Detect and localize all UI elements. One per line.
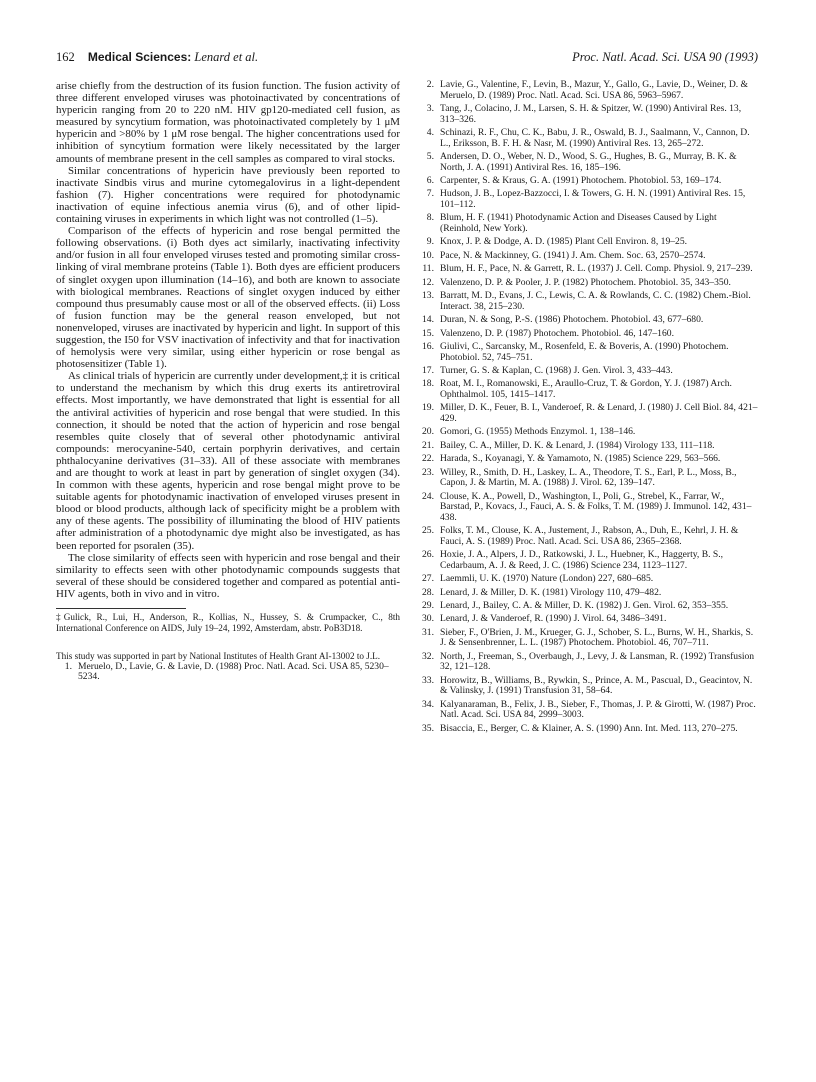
reference-item	[418, 614, 758, 625]
funding-statement: This study was supported in part by National Institutes of Health Grant AI-13002 to J.L.	[56, 651, 381, 662]
reference-item	[418, 264, 758, 275]
reference-text: Tang, J., Colacino, J. M., Larsen, S. H. & Spitzer, W. (1990) Antiviral Res. 13, 313–326.	[440, 102, 742, 125]
reference-text: Valenzeno, D. P. & Pooler, J. P. (1982) Photochem. Photobiol. 35, 343–350.	[440, 276, 731, 288]
reference-item	[418, 128, 758, 149]
reference-item	[418, 492, 758, 524]
section-title: Medical Sciences:	[87, 50, 192, 64]
reference-item	[418, 588, 758, 599]
reference-text: Hoxie, J. A., Alpers, J. D., Ratkowski, J. L., Huebner, K., Haggerty, B. S., Cedarbaum, A. J. & Reed, J. C. (1986) Science 234, 1123–1127.	[440, 549, 724, 571]
reference-number: 20.	[422, 426, 434, 438]
reference-number: 7.	[426, 188, 434, 200]
reference-number: 11.	[422, 263, 434, 275]
reference-number: 24.	[422, 490, 434, 502]
reference-number: 22.	[422, 453, 434, 465]
reference-item	[418, 237, 758, 248]
reference-number: 25.	[422, 525, 434, 537]
reference-number: 21.	[422, 439, 434, 451]
reference-text: Folks, T. M., Clouse, K. A., Justement, J., Rabson, A., Duh, E., Kehrl, J. H. & Fauci, A. S. (1989) Proc. Natl. Acad. Sci. USA 86, 2365–2368.	[440, 525, 739, 547]
reference-item	[418, 601, 758, 612]
reference-item	[56, 662, 400, 683]
footnote: ‡Gulick, R., Lui, H., Anderson, R., Kollias, N., Hussey, S. & Crumpacker, C., 8th International Conference on AIDS, July 19–24, 1992, Amsterdam, abstr. PoB3D18.	[56, 612, 400, 633]
reference-number: 13.	[422, 290, 434, 302]
reference-text: Willey, R., Smith, D. H., Laskey, L. A., Theodore, T. S., Earl, P. L., Moss, B., Capon, J. & Martin, M. A. (1988) J. Virol. 62, 139–147.	[440, 466, 737, 489]
reference-text: Turner, G. S. & Kaplan, C. (1968) J. Gen. Virol. 3, 433–443.	[440, 364, 673, 376]
reference-item	[418, 468, 758, 489]
reference-item	[418, 628, 758, 649]
reference-item	[418, 652, 758, 673]
reference-text: Schinazi, R. F., Chu, C. K., Babu, J. R., Oswald, B. J., Saalmann, V., Cannon, D. L., Eriksson, B. F. H. & Nasr, M. (1990) Antiviral Res. 13, 265–272.	[440, 126, 750, 149]
reference-number: 12.	[422, 276, 434, 288]
reference-number: 6.	[426, 174, 434, 186]
reference-text: Sieber, F., O'Brien, J. M., Krueger, G. J., Schober, S. L., Burns, W. H., Sharkis, S. J. & Sensenbrenner, L. L. (1987) Photochem. Photobiol. 46, 707–711.	[440, 626, 754, 649]
reference-item	[418, 676, 758, 697]
reference-number: 9.	[426, 236, 434, 248]
paragraph: Similar concentrations of hypericin have previously been reported to inactivate Sindbis virus and murine cytomegalovirus in a light-dependent fashion (7). Higher concentrations were required for photodynamic inactivation of equine infectious anemia virus (6), and of other lipid-containing viruses in experiments in which light was not controlled (1–5).	[56, 164, 400, 226]
reference-number: 33.	[422, 674, 434, 686]
reference-number: 14.	[422, 314, 434, 326]
reference-number: 26.	[422, 549, 434, 561]
reference-item	[418, 700, 758, 721]
reference-text: Horowitz, B., Williams, B., Rywkin, S., Prince, A. M., Pascual, D., Geacintov, N. & Valinsky, J. (1991) Transfusion 31, 58–64.	[440, 674, 753, 697]
reference-text: Giulivi, C., Sarcansky, M., Rosenfeld, E. & Boveris, A. (1990) Photochem. Photobiol. 52, 745–751.	[440, 340, 729, 363]
reference-text: Blum, H. F. (1941) Photodynamic Action and Diseases Caused by Light (Reinhold, New York).	[440, 212, 717, 234]
reference-item	[418, 176, 758, 187]
reference-item	[418, 403, 758, 424]
paragraph: arise chiefly from the destruction of its fusion function. The fusion activity of three different enveloped viruses was photoinactivated by concentrations of hypericin ranging from 20 to 220 nM. HIV gp120-mediated cell fusion, as measured by syncytium formation, was photoinactivated completely by 1 μM hypericin and >80% by 1 μM rose bengal. The higher concentrations used for inhibition of syncytium formation were likely necessitated by the larger amounts of membrane present in the cell samples as compared to viral stocks.	[56, 80, 400, 165]
reference-item	[418, 80, 758, 101]
reference-item	[418, 550, 758, 571]
reference-item	[418, 342, 758, 363]
reference-text: Andersen, D. O., Weber, N. D., Wood, S. G., Hughes, B. G., Murray, B. K. & North, J. A. (1991) Antiviral Res. 16, 185–196.	[440, 150, 737, 173]
reference-text: Lenard, J. & Miller, D. K. (1981) Virology 110, 479–482.	[440, 586, 662, 598]
reference-text: Carpenter, S. & Kraus, G. A. (1991) Photochem. Photobiol. 53, 169–174.	[440, 174, 722, 186]
paragraph: As clinical trials of hypericin are currently under development,‡ it is critical to understand the mechanism by which this drug exerts its antiretroviral effects. Most importantly, we have demonstrated that light is essential for all the antiviral activities of hypericin and rose bengal that were studied. In this connection, it should be noted that the action of hypericin and rose bengal resembles quite closely that of several other photodynamic antiviral compounds: merocyanine-540, certain porphyrin derivatives, and certain phthalocyanine derivatives (31–33). All of these associate with membranes and are thought to work at least in part by generation of singlet oxygen (34). In common with these agents, hypericin and rose bengal might prove to be suitable agents for photodynamic inactivation of enveloped viruses present in blood or blood products, although lack of specificity might be a problem with any of these agents. The possibility of illuminating the blood of HIV patients after administration of a photodynamic dye might also be investigated, as has been reported for psoralen (35).	[56, 370, 400, 552]
reference-item	[418, 526, 758, 547]
header-left	[56, 50, 258, 65]
reference-text: Lenard, J., Bailey, C. A. & Miller, D. K. (1982) J. Gen. Virol. 62, 353–355.	[440, 600, 729, 612]
reference-text: North, J., Freeman, S., Overbaugh, J., Levy, J. & Lansman, R. (1992) Transfusion 32, 121–128.	[440, 650, 755, 673]
reference-item	[418, 366, 758, 377]
reference-text: Barratt, M. D., Evans, J. C., Lewis, C. A. & Rowlands, C. C. (1982) Chem.-Biol. Interact. 38, 215–230.	[440, 290, 751, 312]
reference-item	[418, 189, 758, 210]
reference-item	[418, 291, 758, 312]
left-column	[56, 80, 400, 683]
reference-text: Hudson, J. B., Lopez-Bazzocci, I. & Towers, G. H. N. (1991) Antiviral Res. 15, 101–112.	[440, 188, 746, 210]
reference-number: 5.	[426, 150, 434, 162]
reference-number: 3.	[426, 102, 434, 114]
reference-number: 8.	[426, 212, 434, 224]
reference-item	[418, 152, 758, 173]
reference-number: 30.	[422, 613, 434, 625]
reference-number: 19.	[422, 402, 434, 414]
reference-text: Meruelo, D., Lavie, G. & Lavie, D. (1988) Proc. Natl. Acad. Sci. USA 85, 5230–5234.	[78, 660, 389, 683]
reference-text: Clouse, K. A., Powell, D., Washington, I., Poli, G., Strebel, K., Farrar, W., Barstad, P., Kovacs, J., Fauci, A. S. & Folks, T. M. (1989) J. Immunol. 142, 431–438.	[440, 490, 752, 523]
reference-item	[418, 427, 758, 438]
reference-number: 2.	[426, 79, 434, 90]
reference-text: Laemmli, U. K. (1970) Nature (London) 227, 680–685.	[440, 573, 654, 585]
reference-number: 17.	[422, 364, 434, 376]
reference-item	[418, 379, 758, 400]
reference-item	[418, 251, 758, 262]
reference-number: 15.	[422, 327, 434, 339]
reference-item	[418, 278, 758, 289]
reference-text: Lavie, G., Valentine, F., Levin, B., Mazur, Y., Gallo, G., Lavie, D., Weiner, D. & Meruelo, D. (1989) Proc. Natl. Acad. Sci. USA 86, 5963–5967.	[440, 79, 749, 101]
reference-item	[418, 213, 758, 234]
reference-item	[418, 329, 758, 340]
reference-text: Pace, N. & Mackinney, G. (1941) J. Am. Chem. Soc. 63, 2570–2574.	[440, 249, 706, 261]
reference-text: Gomori, G. (1955) Methods Enzymol. 1, 138–146.	[440, 426, 636, 438]
reference-number: 32.	[422, 650, 434, 662]
reference-item	[418, 441, 758, 452]
reference-list-left	[56, 662, 400, 683]
reference-text: Blum, H. F., Pace, N. & Garrett, R. L. (1937) J. Cell. Comp. Physiol. 9, 217–239.	[440, 263, 753, 275]
right-column	[418, 80, 758, 734]
reference-list-right	[418, 80, 758, 734]
reference-number: 23.	[422, 466, 434, 478]
reference-item	[418, 454, 758, 465]
reference-number: 35.	[422, 722, 434, 734]
reference-text: Valenzeno, D. P. (1987) Photochem. Photobiol. 46, 147–160.	[440, 327, 674, 339]
reference-text: Harada, S., Koyanagi, Y. & Yamamoto, N. (1985) Science 229, 563–566.	[440, 453, 721, 465]
reference-item	[418, 724, 758, 735]
footnote-divider	[56, 608, 186, 609]
reference-number: 28.	[422, 586, 434, 598]
reference-number: 4.	[426, 126, 434, 138]
reference-text: Bisaccia, E., Berger, C. & Klainer, A. S. (1990) Ann. Int. Med. 113, 270–275.	[440, 722, 738, 734]
reference-text: Kalyanaraman, B., Felix, J. B., Sieber, F., Thomas, J. P. & Girotti, W. (1987) Proc. Natl. Acad. Sci. USA 84, 2999–3003.	[440, 698, 756, 721]
page-number: 162	[56, 50, 75, 64]
reference-text: Knox, J. P. & Dodge, A. D. (1985) Plant Cell Environ. 8, 19–25.	[440, 236, 688, 248]
paragraph: Comparison of the effects of hypericin and rose bengal permitted the following observations. (i) Both dyes act similarly, inactivating infectivity and/or fusion in all four enveloped viruses tested and promoting similar cross-linking of viral membrane proteins (Table 1). Both dyes are efficient producers of singlet oxygen upon illumination (14–16), and both are known to associate with biological membranes. Reactions of singlet oxygen induced by either compound thus presumably cause most or all of the observed effects. (ii) Loss of fusion function may be the general reason enveloped, but not nonenveloped, viruses are inactivated by hypericin and light. In support of this suggestion, the I50 for VSV inactivation of infectivity and that for inactivation of hemolysis were very similar, using either hypericin or rose bengal as photosensitizer (Table 1).	[56, 225, 400, 371]
reference-item	[418, 315, 758, 326]
paragraph: The close similarity of effects seen with hypericin and rose bengal and their similarity to effects seen with other photodynamic compounds suggests that several of these should be considered together and compared as potential anti-HIV agents, both in vivo and in vitro.	[56, 551, 400, 600]
reference-number: 1.	[64, 660, 72, 672]
reference-text: Roat, M. I., Romanowski, E., Araullo-Cruz, T. & Gordon, Y. J. (1987) Arch. Ophthalmol. 105, 1415–1417.	[440, 378, 732, 400]
reference-item	[418, 574, 758, 585]
reference-text: Bailey, C. A., Miller, D. K. & Lenard, J. (1984) Virology 133, 111–118.	[440, 439, 715, 451]
reference-text: Lenard, J. & Vanderoef, R. (1990) J. Virol. 64, 3486–3491.	[440, 613, 667, 625]
reference-number: 16.	[422, 340, 434, 352]
reference-item	[418, 104, 758, 125]
reference-number: 29.	[422, 600, 434, 612]
reference-number: 18.	[422, 378, 434, 390]
reference-number: 10.	[422, 249, 434, 261]
running-authors: Lenard et al.	[194, 50, 259, 64]
reference-text: Duran, N. & Song, P.-S. (1986) Photochem. Photobiol. 43, 677–680.	[440, 314, 704, 326]
reference-text: Miller, D. K., Feuer, B. I., Vanderoef, R. & Lenard, J. (1980) J. Cell Biol. 84, 421–429.	[440, 402, 758, 424]
reference-number: 34.	[422, 698, 434, 710]
reference-number: 27.	[422, 573, 434, 585]
discussion-text	[56, 80, 400, 600]
reference-number: 31.	[422, 626, 434, 638]
page-header	[56, 50, 758, 66]
journal-citation: Proc. Natl. Acad. Sci. USA 90 (1993)	[572, 50, 758, 64]
